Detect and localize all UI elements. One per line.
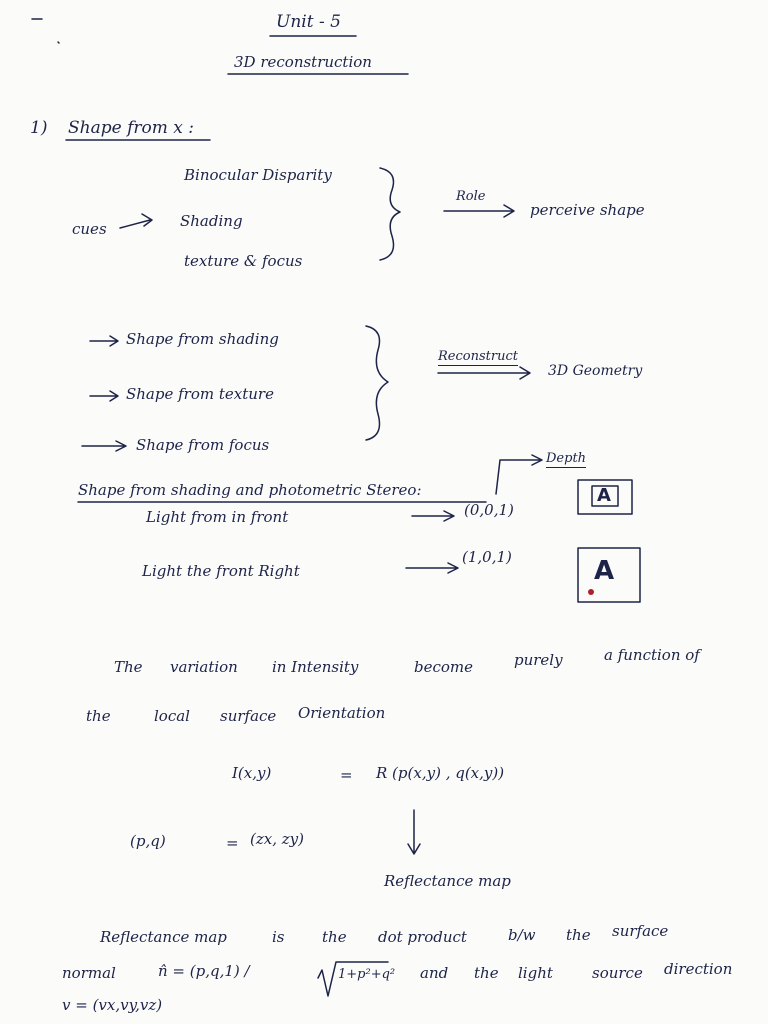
p2-l2-source: source (592, 964, 643, 982)
section-number: 1) (30, 118, 48, 138)
method-arrow-1 (90, 336, 118, 346)
cues-arrow (120, 214, 152, 228)
role-arrow (444, 205, 514, 217)
p2-w3: the (322, 928, 347, 946)
reconstruct-arrow (438, 367, 530, 379)
cues-label: cues (72, 220, 107, 238)
reconstruct-label: Reconstruct (438, 349, 518, 364)
p2-w2: is (272, 928, 285, 946)
reconstruct-result: 3D Geometry (548, 363, 643, 379)
p1-l2-w1: the (86, 707, 111, 725)
p2-l2-normal: normal (62, 964, 116, 982)
photometric-heading: Shape from shading and photometric Stereo: (78, 481, 422, 499)
method-texture: Shape from texture (126, 385, 274, 403)
page-subtitle: 3D reconstruction (234, 53, 372, 71)
light2-label: Light the front Right (142, 562, 300, 580)
role-result: perceive shape (530, 201, 645, 219)
method-arrow-2 (90, 391, 118, 401)
page-title: Unit - 5 (276, 12, 341, 32)
cue-texture: texture & focus (184, 252, 303, 270)
p2-l2-and: and (420, 964, 449, 982)
eq2-eq: = (226, 834, 239, 852)
eq1-eq: = (340, 766, 353, 784)
p1-w5: purely (514, 651, 563, 669)
light2-arrow (406, 563, 458, 573)
method-shading: Shape from shading (126, 330, 279, 348)
p1-w4: become (414, 658, 474, 676)
p1-w3: in Intensity (272, 658, 359, 676)
stray-dot (58, 42, 59, 43)
methods-brace (366, 326, 388, 440)
p1-w1: The (114, 658, 143, 676)
eq2-rhs: (zx, zy) (250, 830, 304, 848)
light1-vector: (0,0,1) (464, 501, 514, 519)
p1-l2-w2: local (154, 707, 190, 725)
depth-arrow (496, 455, 542, 494)
box-right-dot (588, 589, 594, 595)
p2-l3: v = (vx,vy,vz) (62, 996, 163, 1014)
method-arrow-3 (82, 441, 126, 451)
depth-label: Depth (546, 451, 587, 466)
p2-w1: Reflectance map (100, 928, 227, 946)
eq2-lhs: (p,q) (130, 832, 166, 850)
p2-l2-formula: n̂ = (p,q,1) / (158, 962, 250, 980)
cue-binocular: Binocular Disparity (184, 166, 332, 184)
p2-l2-sqrt: 1+p²+q² (338, 967, 396, 982)
eq1-lhs: I(x,y) (232, 764, 272, 782)
light2-vector: (1,0,1) (462, 548, 512, 566)
p2-l2-direction: direction (664, 960, 733, 978)
p1-l2-w4: Orientation (298, 704, 386, 722)
reflectance-map-label: Reflectance map (384, 872, 511, 890)
eq1-rhs: R (p(x,y) , q(x,y)) (376, 764, 505, 782)
p1-w2: variation (170, 658, 238, 676)
box-right-letter: A (594, 556, 615, 586)
light1-label: Light from in front (146, 508, 289, 526)
p2-w6: the (566, 926, 591, 944)
p2-w7: surface (612, 922, 669, 940)
p1-l2-w3: surface (220, 707, 277, 725)
role-label: Role (456, 189, 486, 204)
cue-shading: Shading (180, 212, 243, 230)
section-heading: Shape from x : (68, 118, 194, 138)
p2-w5: b/w (508, 926, 536, 944)
p2-l2-the: the (474, 964, 499, 982)
method-focus: Shape from focus (136, 436, 270, 454)
p2-w4: dot product (378, 928, 467, 946)
light1-arrow (412, 511, 454, 521)
p2-l2-light: light (518, 964, 553, 982)
box-front-letter: A (597, 485, 611, 506)
cues-brace (380, 168, 400, 260)
p1-w6: a function of (604, 646, 700, 664)
reflectance-arrow (408, 810, 420, 854)
